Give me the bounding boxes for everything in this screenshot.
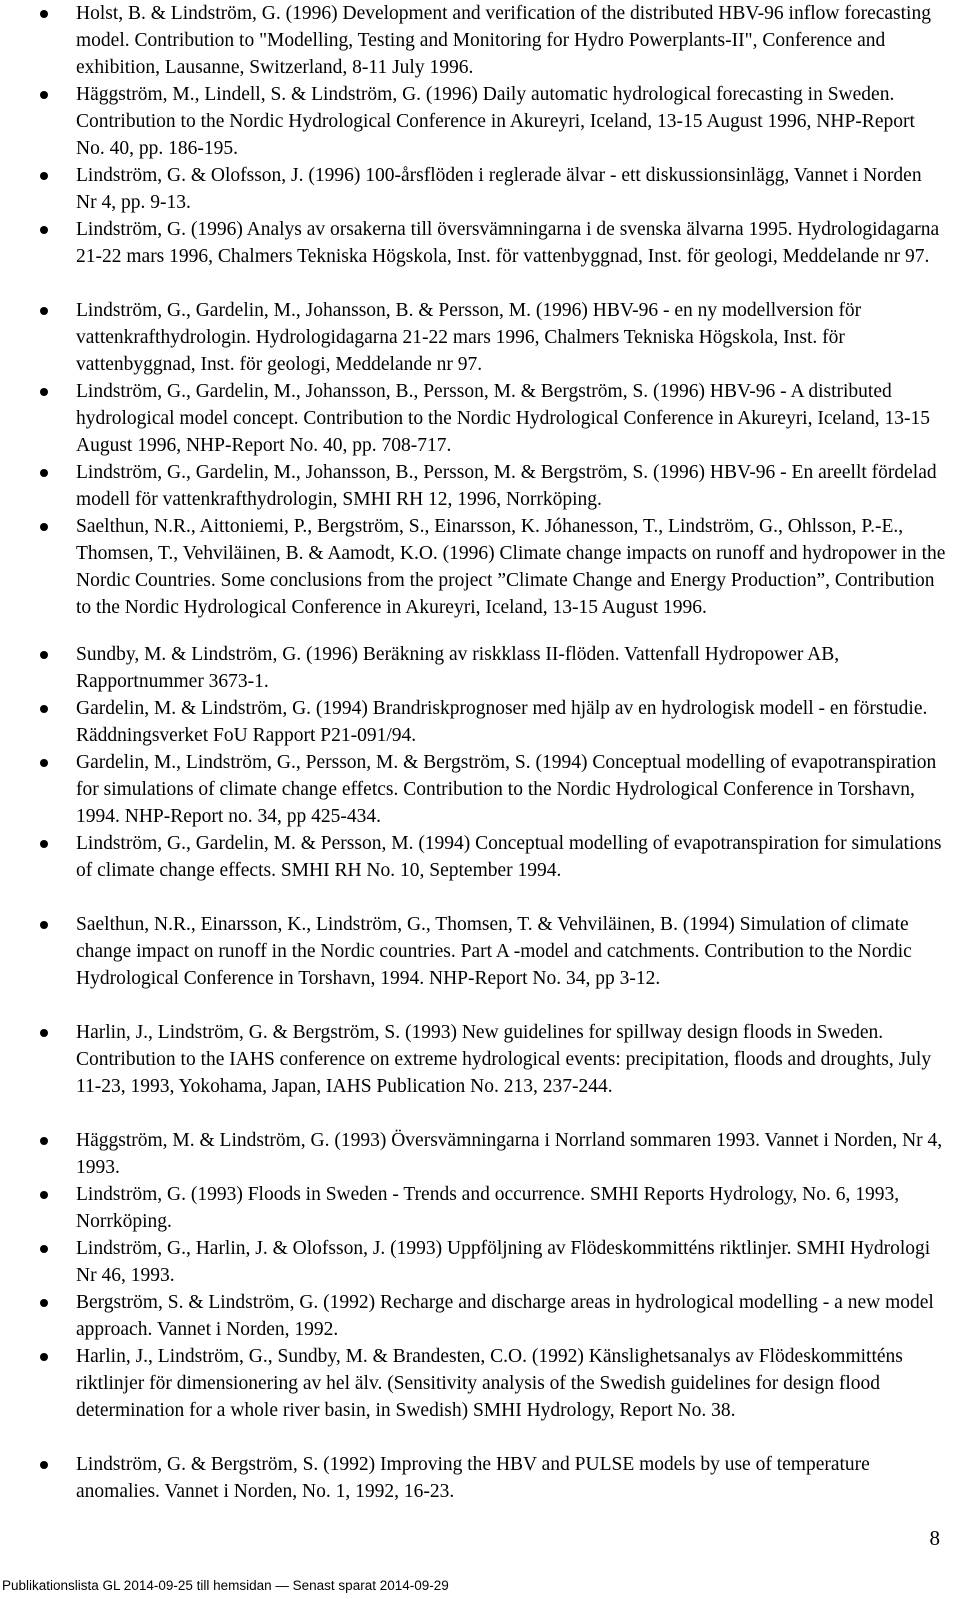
reference-text: Lindström, G., Harlin, J. & Olofsson, J. (1993) Uppföljning av Flödeskommitténs riktlinjer. SMHI Hydrologi Nr 46, 1993. — [76, 1238, 931, 1286]
reference-item — [0, 1451, 960, 1505]
reference-text: Lindström, G. & Bergström, S. (1992) Improving the HBV and PULSE models by use of temperature anomalies. Vannet i Norden, No. 1, 1992, 16-23. — [76, 1454, 870, 1502]
bullet-icon — [40, 1245, 48, 1253]
reference-item — [0, 641, 960, 695]
reference-item — [0, 378, 960, 459]
reference-item — [0, 749, 960, 830]
page-footer: Publikationslista GL 2014-09-25 till hemsidan — Senast sparat 2014-09-29 — [2, 1578, 449, 1593]
bullet-icon — [40, 651, 48, 659]
reference-item — [0, 911, 960, 992]
reference-text: Lindström, G., Gardelin, M., Johansson, B. & Persson, M. (1996) HBV-96 - en ny modellversion för vattenkrafthydrologin. Hydrologidagarna 21-22 mars 1996, Chalmers Tekniska Högskola, Inst. för vattenbyggnad, Inst. för geologi, Meddelande nr 97. — [76, 300, 862, 375]
reference-text: Sundby, M. & Lindström, G. (1996) Beräkning av riskklass II-flöden. Vattenfall Hydropower AB, Rapportnummer 3673-1. — [76, 644, 840, 692]
reference-text: Häggström, M. & Lindström, G. (1993) Översvämningarna i Norrland sommaren 1993. Vannet i Norden, Nr 4, 1993. — [76, 1130, 943, 1178]
reference-item — [0, 81, 960, 162]
bullet-icon — [40, 10, 48, 18]
bullet-icon — [40, 705, 48, 713]
reference-text: Lindström, G. (1996) Analys av orsakerna till översvämningarna i de svenska älvarna 1995. Hydrologidagarna 21-22 mars 1996, Chalmers Tekniska Högskola, Inst. för vattenbyggnad, Inst. för geologi, Meddelande nr 97. — [76, 219, 940, 267]
bullet-icon — [40, 921, 48, 929]
reference-text: Lindström, G., Gardelin, M., Johansson, B., Persson, M. & Bergström, S. (1996) HBV-96 - En areellt fördelad modell för vattenkrafthydrologin, SMHI RH 12, 1996, Norrköping. — [76, 462, 937, 510]
reference-text: Harlin, J., Lindström, G., Sundby, M. & Brandesten, C.O. (1992) Känslighetsanalys av Flödeskommitténs riktlinjer för dimensionering av hel älv. (Sensitivity analysis of the Swedish guidelines for design flood determination for a whole river basin, in Swedish) SMHI Hydrology, Report No. 38. — [76, 1346, 903, 1421]
bullet-icon — [40, 172, 48, 180]
reference-text: Häggström, M., Lindell, S. & Lindström, G. (1996) Daily automatic hydrological forecasting in Sweden. Contribution to the Nordic Hydrological Conference in Akureyri, Iceland, 13-15 August 1996, NHP-Report No. 40, pp. 186-195. — [76, 84, 915, 159]
reference-text: Saelthun, N.R., Einarsson, K., Lindström, G., Thomsen, T. & Vehviläinen, B. (1994) Simulation of climate change impact on runoff in the Nordic countries. Part A -model and catchments. Contribution to the Nordic Hydrological Conference in Torshavn, 1994. NHP-Report No. 34, pp 3-12. — [76, 914, 912, 989]
page-number: 8 — [929, 1526, 940, 1550]
bullet-icon — [40, 226, 48, 234]
reference-text: Lindström, G. & Olofsson, J. (1996) 100-årsflöden i reglerade älvar - ett diskussionsinlägg, Vannet i Norden Nr 4, pp. 9-13. — [76, 165, 922, 213]
reference-item — [0, 162, 960, 216]
bullet-icon — [40, 388, 48, 396]
bullet-icon — [40, 1461, 48, 1469]
reference-item — [0, 0, 960, 81]
bullet-icon — [40, 1137, 48, 1145]
reference-text: Saelthun, N.R., Aittoniemi, P., Bergström, S., Einarsson, K. Jóhanesson, T., Lindström, G., Ohlsson, P.-E., Thomsen, T., Vehviläinen, B. & Aamodt, K.O. (1996) Climate change impacts on runoff and hydropower in the Nordic Countries. Some conclusions from the project ”Climate Change and Energy Production”, Contribution to the Nordic Hydrological Conference in Akureyri, Iceland, 13-15 August 1996. — [76, 516, 946, 618]
bullet-icon — [40, 91, 48, 99]
reference-item — [0, 695, 960, 749]
bullet-icon — [40, 840, 48, 848]
reference-item — [0, 830, 960, 884]
bullet-icon — [40, 1191, 48, 1199]
reference-item — [0, 216, 960, 270]
reference-item — [0, 1181, 960, 1235]
reference-text: Harlin, J., Lindström, G. & Bergström, S. (1993) New guidelines for spillway design floods in Sweden. Contribution to the IAHS conference on extreme hydrological events: precipitation, floods and droughts, July 11-23, 1993, Yokohama, Japan, IAHS Publication No. 213, 237-244. — [76, 1022, 932, 1097]
reference-item — [0, 297, 960, 378]
reference-item — [0, 1235, 960, 1289]
reference-item — [0, 1343, 960, 1424]
reference-text: Lindström, G. (1993) Floods in Sweden - Trends and occurrence. SMHI Reports Hydrology, No. 6, 1993, Norrköping. — [76, 1184, 900, 1232]
reference-item — [0, 459, 960, 513]
bullet-icon — [40, 1029, 48, 1037]
reference-text: Gardelin, M. & Lindström, G. (1994) Brandriskprognoser med hjälp av en hydrologisk modell - en förstudie. Räddningsverket FoU Rapport P21-091/94. — [76, 698, 928, 746]
reference-item — [0, 1019, 960, 1100]
bullet-icon — [40, 1299, 48, 1307]
bullet-icon — [40, 523, 48, 531]
reference-text: Bergström, S. & Lindström, G. (1992) Recharge and discharge areas in hydrological modelling - a new model approach. Vannet i Norden, 1992. — [76, 1292, 934, 1340]
bullet-icon — [40, 469, 48, 477]
reference-text: Holst, B. & Lindström, G. (1996) Development and verification of the distributed HBV-96 inflow forecasting model. Contribution to "Modelling, Testing and Monitoring for Hydro Powerplants-II", Conference and exhibition, Lausanne, Switzerland, 8-11 July 1996. — [76, 3, 931, 78]
reference-item — [0, 513, 960, 621]
reference-item — [0, 1127, 960, 1181]
reference-text: Gardelin, M., Lindström, G., Persson, M. & Bergström, S. (1994) Conceptual modelling of evapotranspiration for simulations of climate change effetcs. Contribution to the Nordic Hydrological Conference in Torshavn, 1994. NHP-Report no. 34, pp 425-434. — [76, 752, 937, 827]
bullet-icon — [40, 307, 48, 315]
reference-text: Lindström, G., Gardelin, M. & Persson, M. (1994) Conceptual modelling of evapotranspiration for simulations of climate change effects. SMHI RH No. 10, September 1994. — [76, 833, 942, 881]
bullet-icon — [40, 759, 48, 767]
bullet-icon — [40, 1353, 48, 1361]
reference-text: Lindström, G., Gardelin, M., Johansson, B., Persson, M. & Bergström, S. (1996) HBV-96 - A distributed hydrological model concept. Contribution to the Nordic Hydrological Conference in Akureyri, Iceland, 13-15 August 1996, NHP-Report No. 40, pp. 708-717. — [76, 381, 930, 456]
reference-item — [0, 1289, 960, 1343]
